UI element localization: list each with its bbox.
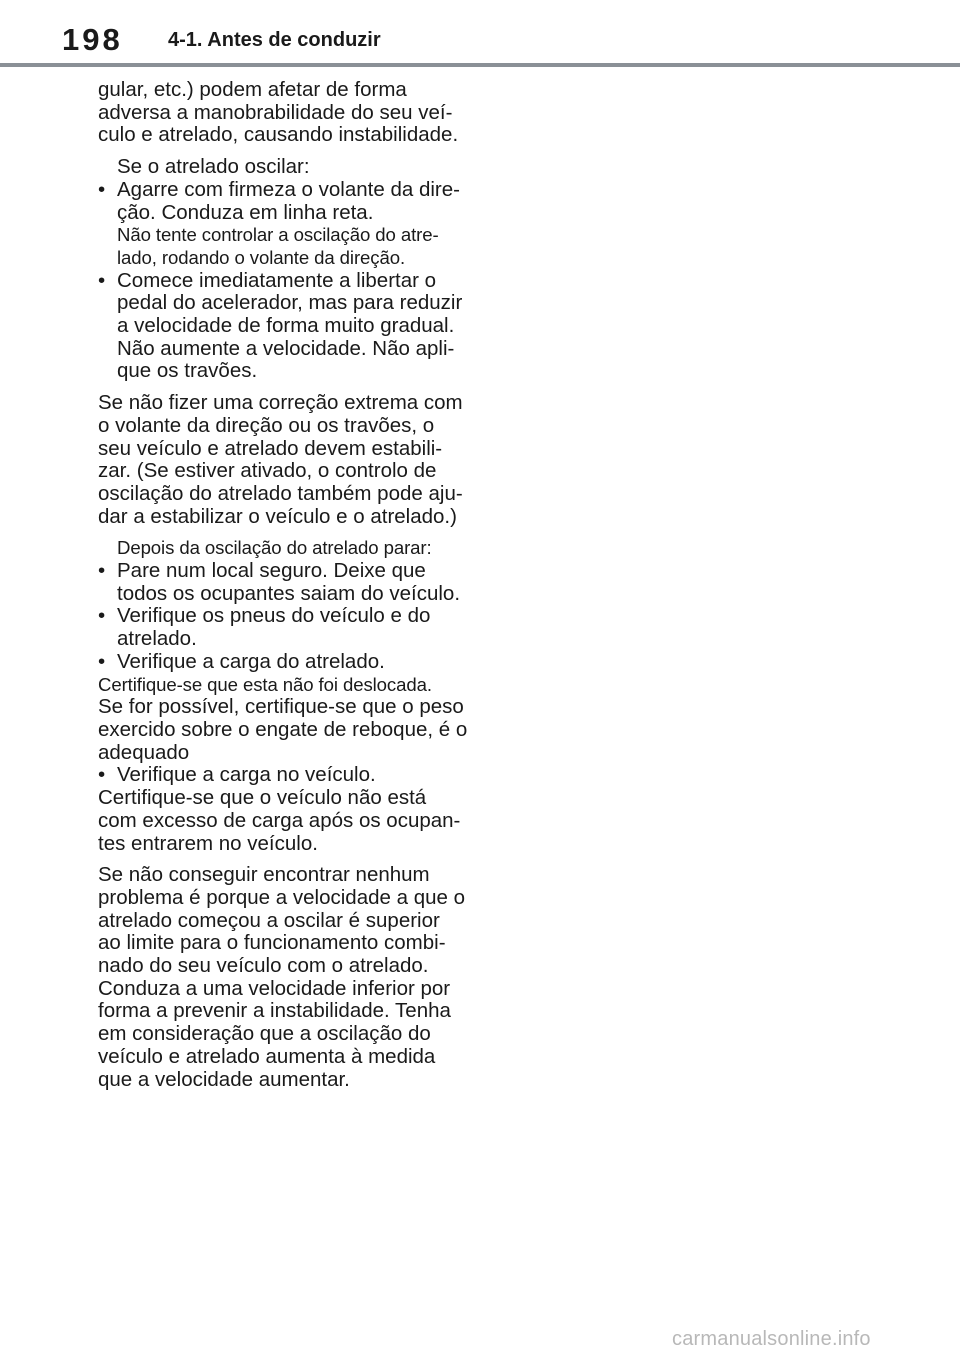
text-line: oscilação do atrelado também pode aju- [98, 481, 463, 505]
bullet-dot: • [98, 559, 106, 583]
text-line: Verifique a carga do atrelado. [117, 649, 385, 673]
text-line: a velocidade de forma muito gradual. [117, 314, 455, 338]
text-line: gular, etc.) podem afetar de forma [98, 78, 407, 101]
sway-bullet-1 [98, 179, 472, 270]
text-line: nado do seu veículo com o atrelado. [98, 954, 429, 978]
after-bullet-3 [98, 651, 472, 765]
text-line: problema é porque a velocidade a que o [98, 885, 465, 909]
site-watermark: carmanualsonline.info [672, 1328, 871, 1350]
sway-bullet-2 [98, 270, 472, 384]
text-line: culo e atrelado, causando instabilidade. [98, 123, 459, 147]
text-line: Conduza a uma velocidade inferior por [98, 976, 451, 1000]
text-line: dar a estabilizar o veículo e o atrelado.) [98, 504, 457, 528]
sway-heading: Se o atrelado oscilar: [117, 155, 310, 179]
text-line: Verifique os pneus do veículo e do [117, 604, 431, 628]
text-line: atrelado. [117, 627, 197, 651]
text-line: Se for possível, certifique-se que o peso [98, 695, 464, 719]
text-line: Não tente controlar a oscilação do atre- [117, 224, 439, 246]
page-number: 198 [62, 22, 123, 57]
text-line: Se não fizer uma correção extrema com [98, 391, 463, 415]
text-line: que a velocidade aumentar. [98, 1067, 350, 1091]
text-line: Não aumente a velocidade. Não apli- [117, 336, 455, 360]
closing-paragraph [98, 864, 472, 1091]
text-line: atrelado começou a oscilar é superior [98, 908, 440, 932]
text-line: exercido sobre o engate de reboque, é o [98, 717, 468, 741]
section-title: 4-1. Antes de conduzir [168, 29, 381, 51]
text-line: zar. (Se estiver ativado, o controlo de [98, 459, 437, 483]
text-line: Comece imediatamente a libertar o [117, 268, 437, 292]
text-line: Pare num local seguro. Deixe que [117, 559, 426, 583]
after-sway-heading: Depois da oscilação do atrelado parar: [117, 537, 432, 559]
text-line: adequado [98, 740, 190, 764]
text-line: Certifique-se que esta não foi deslocada. [98, 673, 432, 695]
text-line: tes entrarem no veículo. [98, 831, 318, 855]
text-line: Certifique-se que o veículo não está [98, 786, 427, 810]
text-line: adversa a manobrabilidade do seu veí- [98, 100, 453, 124]
bullet-dot: • [98, 763, 106, 787]
page-header [0, 0, 960, 70]
intro-paragraph [98, 79, 472, 147]
text-line: ção. Conduza em linha reta. [117, 200, 374, 224]
manual-text [98, 79, 472, 1091]
text-line: que os travões. [117, 359, 258, 383]
after-bullet-2 [98, 605, 472, 650]
header-rule [0, 63, 960, 67]
bullet-dot: • [98, 649, 106, 673]
after-bullet-1 [98, 560, 472, 605]
text-line: o volante da direção ou os travões, o [98, 413, 435, 437]
after-bullet-4 [98, 764, 472, 855]
text-line: veículo e atrelado aumenta à medida [98, 1044, 436, 1068]
text-line: em consideração que a oscilação do [98, 1022, 431, 1046]
text-line: com excesso de carga após os ocupan- [98, 808, 461, 832]
text-line: todos os ocupantes saiam do veículo. [117, 581, 461, 605]
text-line: lado, rodando o volante da direção. [117, 246, 406, 268]
text-line: ao limite para o funcionamento combi- [98, 931, 446, 955]
stabilize-paragraph [98, 392, 472, 528]
bullet-dot: • [98, 268, 106, 292]
text-line: seu veículo e atrelado devem estabili- [98, 436, 443, 460]
text-line: Verifique a carga no veículo. [117, 763, 376, 787]
text-line: Se não conseguir encontrar nenhum [98, 863, 430, 887]
bullet-dot: • [98, 177, 106, 201]
bullet-dot: • [98, 604, 106, 628]
text-line: Agarre com firmeza o volante da dire- [117, 177, 460, 201]
text-line: forma a prevenir a instabilidade. Tenha [98, 999, 451, 1023]
text-line: pedal do acelerador, mas para reduzir [117, 291, 463, 315]
